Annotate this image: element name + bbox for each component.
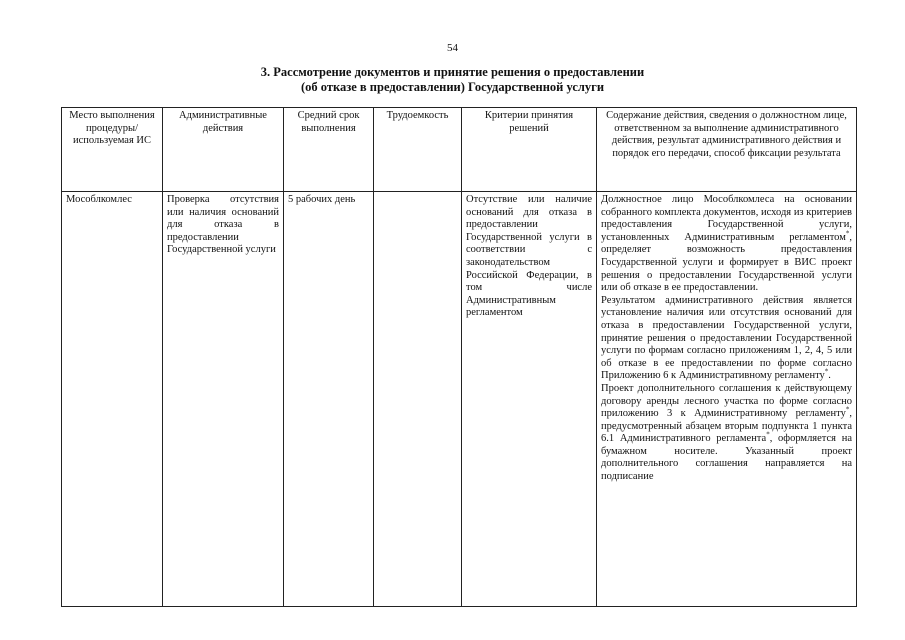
header-criteria: Критерии принятия решений — [462, 108, 597, 192]
cell-labor — [374, 192, 462, 607]
cell-place: Мособлкомлес — [62, 192, 163, 607]
table-row — [62, 192, 857, 607]
content-paragraph-2 — [601, 295, 852, 383]
content-p3-text-c: , оформляется на бумажном носителе. Указанный проект дополнительного соглашения направляется на подписание — [601, 433, 852, 483]
section-title — [160, 65, 745, 95]
content-p1-text-a: Должностное лицо Мособлкомлеса на основании собранного комплекта документов, исходя из критериев предоставления Государственной услуги, установленных Административным регламентом — [601, 194, 852, 243]
footnote-mark: * — [824, 367, 829, 376]
content-p3-text-b: , предусмотренный абзацем вторым подпункта 1 пункта 6.1 Административного регламента — [601, 408, 852, 445]
content-paragraph-3 — [601, 383, 852, 484]
procedure-table — [61, 107, 857, 607]
content-paragraph-1 — [601, 194, 852, 295]
footnote-mark: * — [845, 405, 850, 414]
cell-term: 5 рабочих день — [284, 192, 374, 607]
footnote-mark: * — [845, 229, 850, 238]
cell-action: Проверка отсутствия или наличия оснований для отказа в предоставлении Государственной услуги — [163, 192, 284, 607]
content-p3-text-a: Проект дополнительного соглашения к действующему договору аренды лесного участка по форме согласно приложению 3 к Административному регламенту — [601, 382, 852, 420]
content-p2-text-b: . — [828, 370, 831, 382]
table-header-row — [62, 108, 857, 192]
content-p2-text-a: Результатом административного действия является установление наличия или отсутствия оснований для отказа в предоставлении Государственной услуги, принятие решения о предоставлении Государственной услуги по формам согласно приложениям 1, 2, 4, 5 или об отказе в ее предоставлении по форме согласно Приложению 6 к Административному регламенту — [601, 294, 852, 382]
header-place: Место выполнения процедуры/ используемая ИС — [62, 108, 163, 192]
section-title-line-1: 3. Рассмотрение документов и принятие решения о предоставлении — [260, 65, 645, 79]
section-title-line-2: (об отказе в предоставлении) Государственной услуги — [300, 80, 605, 94]
footnote-mark: * — [766, 430, 770, 439]
content-p1-text-b: , определяет возможность предоставления Государственной услуги и формирует в ВИС проект решения о предоставлении Государственной услуги или об отказе в ее предоставлении. — [601, 231, 852, 294]
header-content: Содержание действия, сведения о должностном лице, ответственном за выполнение административного действия, результат административного действия и порядок его передачи, способ фиксации результата — [597, 108, 857, 192]
header-actions: Административные действия — [163, 108, 284, 192]
header-term: Средний срок выполнения — [284, 108, 374, 192]
header-labor: Трудоемкость — [374, 108, 462, 192]
cell-content — [597, 192, 857, 607]
cell-criteria: Отсутствие или наличие оснований для отказа в предоставлении Государственной услуги в соответствии с законодательством Российской Федерации, в том числе Административным регламентом — [462, 192, 597, 607]
page-number: 54 — [447, 42, 458, 54]
